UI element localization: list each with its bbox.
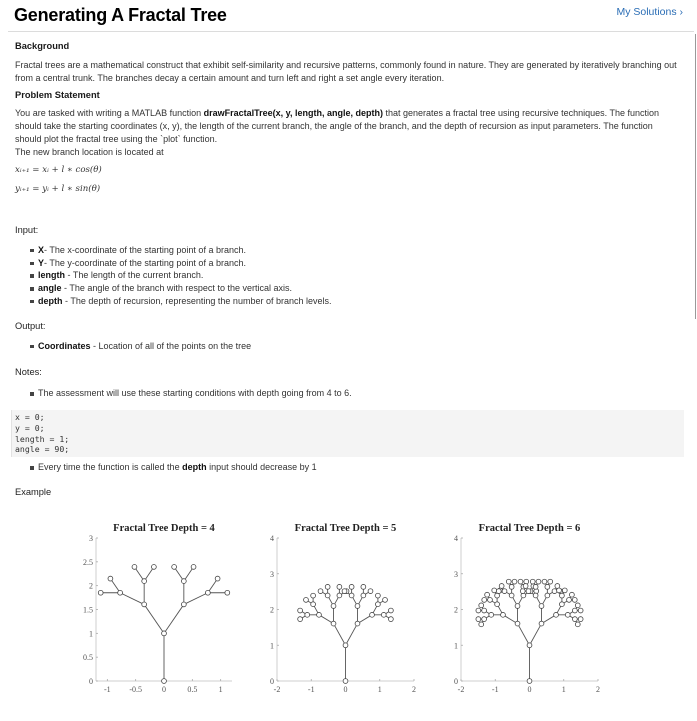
y-tick-label: 2.5	[83, 557, 93, 567]
input-desc: - The length of the current branch.	[65, 270, 204, 281]
tree-branch	[164, 604, 184, 633]
tree-node-point	[501, 612, 506, 617]
x-tick-label: 0	[162, 685, 166, 694]
tree-branch	[144, 604, 164, 633]
input-term: Y	[38, 257, 45, 268]
tree-node-point	[526, 589, 531, 594]
tree-node-point	[205, 590, 210, 595]
tree-node-point	[181, 602, 186, 607]
tree-node-point	[383, 598, 388, 603]
y-tick-label: 2	[270, 605, 274, 615]
tree-node-point	[572, 608, 577, 613]
y-tick-label: 3	[270, 569, 274, 579]
input-desc: - The x-coordinate of the starting point of a branch.	[44, 244, 246, 255]
tree-node-point	[476, 608, 481, 613]
tree-node-point	[559, 602, 564, 607]
y-tick-label: 4	[454, 534, 458, 543]
tree-node-point	[509, 584, 514, 589]
tree-node-point	[142, 579, 147, 584]
y-tick-label: 0	[454, 677, 458, 686]
tree-node-point	[530, 579, 535, 584]
y-tick-label: 3	[89, 534, 93, 543]
input-term: length	[38, 270, 65, 281]
tree-node-point	[515, 621, 520, 626]
tree-node-point	[108, 576, 113, 581]
input-term: X	[38, 244, 45, 255]
tree-node-point	[492, 588, 497, 593]
y-tick-label: 3	[454, 569, 458, 579]
tree-node-point	[482, 598, 487, 603]
output-desc: - Location of all of the points on the tree	[90, 340, 252, 351]
x-tick-label: -2	[273, 685, 281, 694]
x-tick-label: 1	[218, 685, 223, 694]
tree-node-point	[479, 603, 484, 608]
tree-node-point	[225, 590, 230, 595]
x-tick-label: 2	[412, 685, 416, 694]
tree-node-point	[479, 622, 484, 627]
input-desc: - The y-coordinate of the starting point of a branch.	[44, 257, 246, 268]
tree-node-point	[375, 602, 380, 607]
tree-node-point	[370, 612, 375, 617]
tree-node-point	[562, 588, 567, 593]
tree-node-point	[545, 584, 550, 589]
tree-node-point	[311, 602, 316, 607]
tree-node-point	[337, 584, 342, 589]
chart-panel-depth-4	[83, 523, 232, 694]
example-heading: Example	[15, 486, 52, 497]
tree-branch	[334, 624, 346, 646]
tree-node-point	[554, 612, 559, 617]
tree-node-point	[578, 608, 583, 613]
page-title: Generating A Fractal Tree	[14, 5, 227, 25]
chart-title: Fractal Tree Depth = 4	[113, 523, 215, 534]
problem-text-prefix: You are tasked with writing a MATLAB function	[15, 108, 204, 119]
tree-node-point	[559, 593, 564, 598]
tree-node-point	[349, 584, 354, 589]
tree-node-point	[557, 588, 562, 593]
y-tick-label: 4	[270, 534, 274, 543]
output-item-coordinates	[38, 340, 680, 353]
tree-node-point	[545, 593, 550, 598]
tree-node-point	[552, 589, 557, 594]
new-branch-text: The new branch location is located at	[15, 146, 164, 157]
tree-node-point	[518, 579, 523, 584]
tree-branch	[346, 624, 358, 646]
tree-node-point	[476, 617, 481, 622]
tree-node-point	[331, 604, 336, 609]
x-tick-label: 0	[527, 685, 532, 694]
tree-node-point	[489, 612, 494, 617]
x-tick-label: -0.5	[129, 685, 143, 694]
x-tick-label: 0	[343, 685, 348, 694]
x-tick-label: 1	[377, 685, 382, 694]
tree-node-point	[162, 631, 167, 636]
equation-x: xᵢ₊₁ = xᵢ + l ∗ cos(θ)	[15, 165, 102, 176]
code-block: x = 0; y = 0; length = 1; angle = 90;	[11, 410, 684, 457]
y-tick-label: 0	[89, 677, 93, 686]
header-divider	[8, 31, 694, 32]
tree-node-point	[368, 589, 373, 594]
input-item-x	[38, 244, 680, 257]
tree-node-point	[506, 579, 511, 584]
output-list	[15, 340, 680, 353]
notes-text: Every time the function is called the	[38, 462, 183, 473]
tree-node-point	[533, 593, 538, 598]
tree-node-point	[355, 621, 360, 626]
y-tick-label: 1	[89, 629, 93, 639]
y-tick-label: 2	[454, 605, 458, 615]
tree-node-point	[215, 576, 220, 581]
y-tick-label: 0.5	[83, 653, 93, 663]
chart-title: Fractal Tree Depth = 5	[294, 523, 397, 534]
y-tick-label: 1	[270, 641, 274, 651]
tree-node-point	[361, 593, 366, 598]
tree-node-point	[536, 579, 541, 584]
tree-node-point	[548, 579, 553, 584]
tree-node-point	[298, 608, 303, 613]
tree-node-point	[575, 622, 580, 627]
tree-node-point	[482, 608, 487, 613]
x-tick-label: -1	[103, 685, 111, 694]
tree-node-point	[572, 617, 577, 622]
tree-node-point	[575, 603, 580, 608]
tree-node-point	[539, 604, 544, 609]
chart-panel-depth-5	[270, 523, 416, 694]
chart-panel-depth-6	[454, 523, 600, 694]
chart-title: Fractal Tree Depth = 6	[478, 523, 581, 534]
notes-term: depth	[182, 462, 207, 473]
tree-node-point	[565, 612, 570, 617]
scrollbar[interactable]	[695, 34, 696, 319]
notes-item-depth	[38, 461, 680, 474]
tree-node-point	[388, 608, 393, 613]
my-solutions-link[interactable]: My Solutions ›	[616, 6, 683, 18]
tree-node-point	[298, 617, 303, 622]
notes-item-conditions: The assessment will use these starting conditions with depth going from 4 to 6.	[38, 387, 680, 400]
problem-heading: Problem Statement	[15, 90, 100, 101]
tree-node-point	[495, 602, 500, 607]
tree-node-point	[502, 589, 507, 594]
tree-node-point	[499, 584, 504, 589]
equation-y: yᵢ₊₁ = yᵢ + l ∗ sin(θ)	[15, 184, 101, 195]
notes-list	[15, 387, 680, 400]
tree-node-point	[482, 617, 487, 622]
tree-node-point	[523, 584, 528, 589]
tree-node-point	[118, 590, 123, 595]
tree-node-point	[355, 604, 360, 609]
tree-node-point	[304, 598, 309, 603]
tree-node-point	[488, 598, 493, 603]
tree-node-point	[191, 565, 196, 570]
notes-list-2	[15, 461, 680, 474]
tree-node-point	[509, 593, 514, 598]
problem-description	[15, 40, 680, 499]
tree-node-point	[98, 590, 103, 595]
tree-node-point	[337, 593, 342, 598]
x-tick-label: 2	[596, 685, 600, 694]
input-item-depth	[38, 295, 680, 308]
tree-node-point	[318, 589, 323, 594]
tree-node-point	[305, 612, 310, 617]
tree-branch	[120, 593, 144, 605]
input-heading: Input:	[15, 224, 39, 235]
tree-node-point	[527, 643, 532, 648]
function-signature: drawFractalTree(x, y, length, angle, depth)	[203, 108, 383, 119]
tree-node-point	[388, 617, 393, 622]
notes-text: input should decrease by 1	[206, 462, 317, 473]
input-item-y	[38, 257, 680, 270]
tree-node-point	[142, 602, 147, 607]
tree-node-point	[172, 565, 177, 570]
background-text: Fractal trees are a mathematical construct that exhibit self-similarity and recursive patterns, commonly found in nature. They are generated by iteratively branching out from a central trunk. The branches decay a certain amount and turn left and right a set angle every iteration.	[15, 59, 677, 83]
tree-node-point	[512, 579, 517, 584]
x-tick-label: 0.5	[187, 685, 198, 694]
y-tick-label: 2	[89, 581, 93, 591]
input-desc: - The depth of recursion, representing the number of branch levels.	[62, 295, 332, 306]
tree-node-point	[567, 598, 572, 603]
problem-text	[15, 107, 680, 145]
tree-node-point	[343, 679, 348, 684]
y-tick-label: 1.5	[83, 605, 93, 615]
tree-node-point	[349, 593, 354, 598]
x-tick-label: -2	[457, 685, 465, 694]
tree-node-point	[520, 589, 525, 594]
tree-node-point	[578, 617, 583, 622]
problem-text-suffix: that generates a fractal tree using recursive techniques. The function should take the starting coordinates (x, y), the length of the current branch, the angle of the branch, and the depth of recursion as input parameters. The function should plot the fractal tree using the `plot` function.	[15, 108, 659, 144]
input-list	[15, 244, 680, 308]
output-heading: Output:	[15, 320, 46, 331]
tree-node-point	[151, 565, 156, 570]
notes-heading: Notes:	[15, 367, 42, 378]
tree-node-point	[381, 612, 386, 617]
tree-node-point	[542, 579, 547, 584]
tree-node-point	[485, 592, 490, 597]
tree-node-point	[539, 621, 544, 626]
tree-node-point	[317, 612, 322, 617]
tree-node-point	[572, 598, 577, 603]
tree-node-point	[162, 679, 167, 684]
x-tick-label: -1	[491, 685, 499, 694]
input-item-length	[38, 269, 680, 282]
tree-node-point	[325, 593, 330, 598]
tree-node-point	[496, 589, 501, 594]
fractal-tree-charts	[0, 516, 697, 716]
tree-node-point	[181, 579, 186, 584]
output-term: Coordinates	[38, 340, 91, 351]
y-tick-label: 1	[454, 641, 458, 651]
input-term: depth	[38, 295, 63, 306]
tree-node-point	[533, 584, 538, 589]
input-item-angle	[38, 282, 680, 295]
tree-branch	[518, 624, 530, 646]
example-charts	[0, 516, 697, 716]
input-term: angle	[38, 283, 62, 294]
tree-node-point	[375, 593, 380, 598]
x-tick-label: 1	[561, 685, 566, 694]
y-tick-label: 0	[270, 677, 274, 686]
input-desc: - The angle of the branch with respect to the vertical axis.	[61, 283, 292, 294]
tree-node-point	[361, 584, 366, 589]
tree-node-point	[132, 565, 137, 570]
tree-node-point	[527, 679, 532, 684]
x-tick-label: -1	[307, 685, 315, 694]
tree-node-point	[311, 593, 316, 598]
tree-node-point	[343, 643, 348, 648]
background-heading: Background	[15, 41, 70, 51]
tree-node-point	[331, 621, 336, 626]
tree-node-point	[342, 589, 347, 594]
tree-branch	[530, 624, 542, 646]
tree-node-point	[515, 604, 520, 609]
tree-node-point	[325, 584, 330, 589]
tree-branch	[184, 593, 208, 605]
tree-node-point	[569, 592, 574, 597]
